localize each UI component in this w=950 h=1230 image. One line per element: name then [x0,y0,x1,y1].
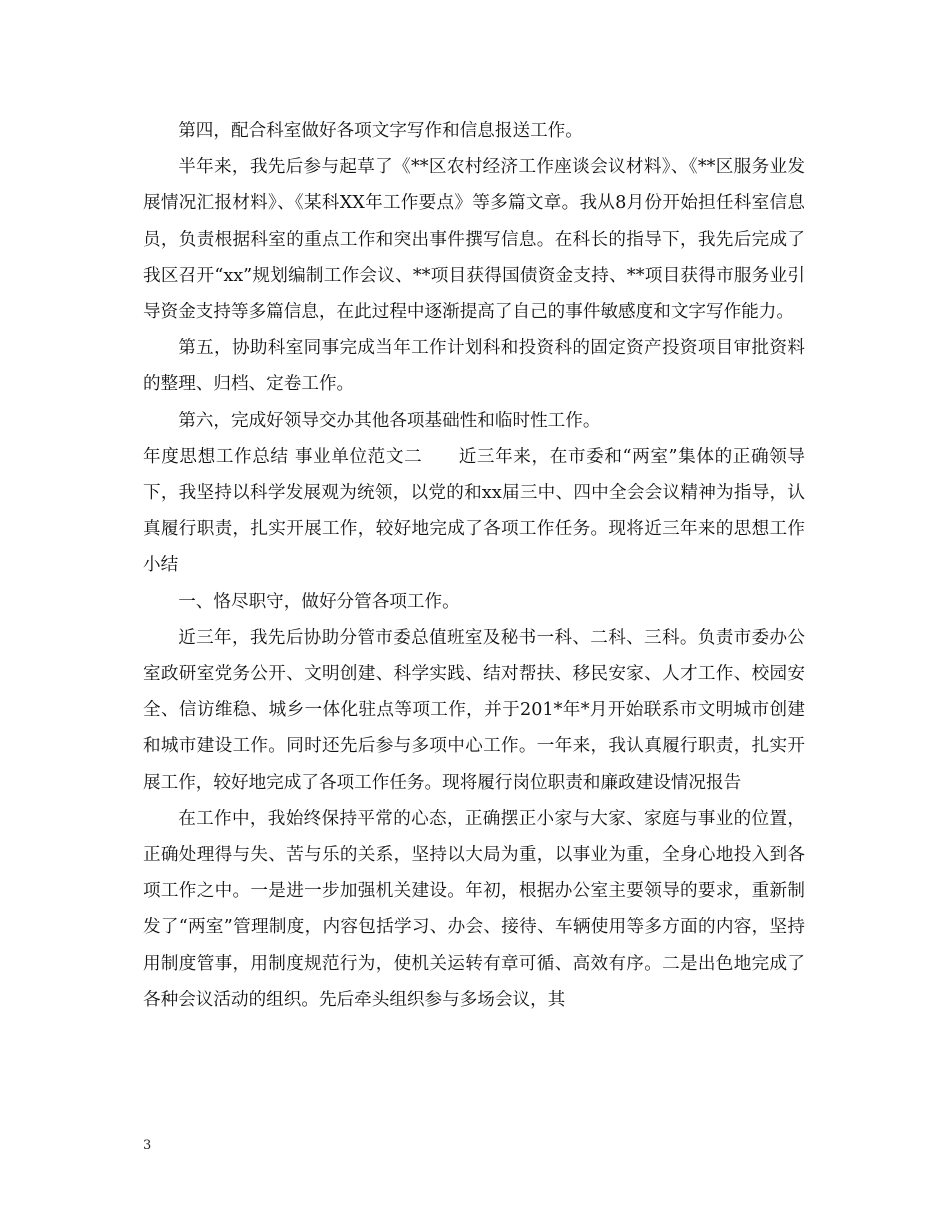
paragraph-work-attitude: 在工作中，我始终保持平常的心态，正确摆正小家与大家、家庭与事业的位置，正确处理得与失、苦与乐的关系，坚持以大局为重，以事业为重，全身心地投入到各项工作之中。一是进一步加强机关建设。年初，根据办公室主要领导的要求，重新制发了“两室”管理制度，内容包括学习、办会、接待、车辆使用等多方面的内容，坚持用制度管事，用制度规范行为，使机关运转有章可循、高效有序。二是出色地完成了各种会议活动的组织。先后牵头组织参与多场会议，其 [143,808,805,1010]
paragraph-three-years-duties: 近三年，我先后协助分管市委总值班室及秘书一科、二科、三科。负责市委办公室政研室党务公开、文明创建、科学实践、结对帮扶、移民安家、人才工作、校园安全、信访维稳、城乡一体化驻点等项工作，并于201*年*月开始联系市文明城市创建和城市建设工作。同时还先后参与多项中心工作。一年来，我认真履行职责，扎实开展工作，较好地完成了各项工作任务。现将履行岗位职责和廉政建设情况报告 [143,627,805,793]
paragraph-half-year-writing: 半年来，我先后参与起草了《**区农村经济工作座谈会议材料》、《**区服务业发展情况汇报材料》、《某科XX年工作要点》等多篇文章。我从8月份开始担任科室信息员，负责根据科室的重点工作和突出事件撰写信息。在科长的指导下，我先后完成了我区召开“xx”规划编制工作会议、**项目获得国债资金支持、**项目获得市服务业引导资金支持等多篇信息，在此过程中逐渐提高了自己的事件敏感度和文字写作能力。 [143,157,805,323]
page-number: 3 [143,1138,152,1153]
paragraph-sixth-item: 第六，完成好领导交办其他各项基础性和临时性工作。 [178,410,601,431]
section-heading-one: 一、恪尽职守，做好分管各项工作。 [178,591,460,612]
paragraph-fifth-item: 第五，协助科室同事完成当年工作计划科和投资科的固定资产投资项目审批资料的整理、归档、定卷工作。 [143,338,805,395]
document-body [143,113,805,1018]
paragraph-sample-two-intro: 年度思想工作总结 事业单位范文二 近三年来，在市委和“两室”集体的正确领导下，我坚持以科学发展观为统领，以党的和xx届三中、四中全会会议精神为指导，认真履行职责，扎实开展工作，较好地完成了各项工作任务。现将近三年来的思想工作小结 [143,446,805,576]
paragraph-fourth-item: 第四，配合科室做好各项文字写作和信息报送工作。 [178,121,583,141]
